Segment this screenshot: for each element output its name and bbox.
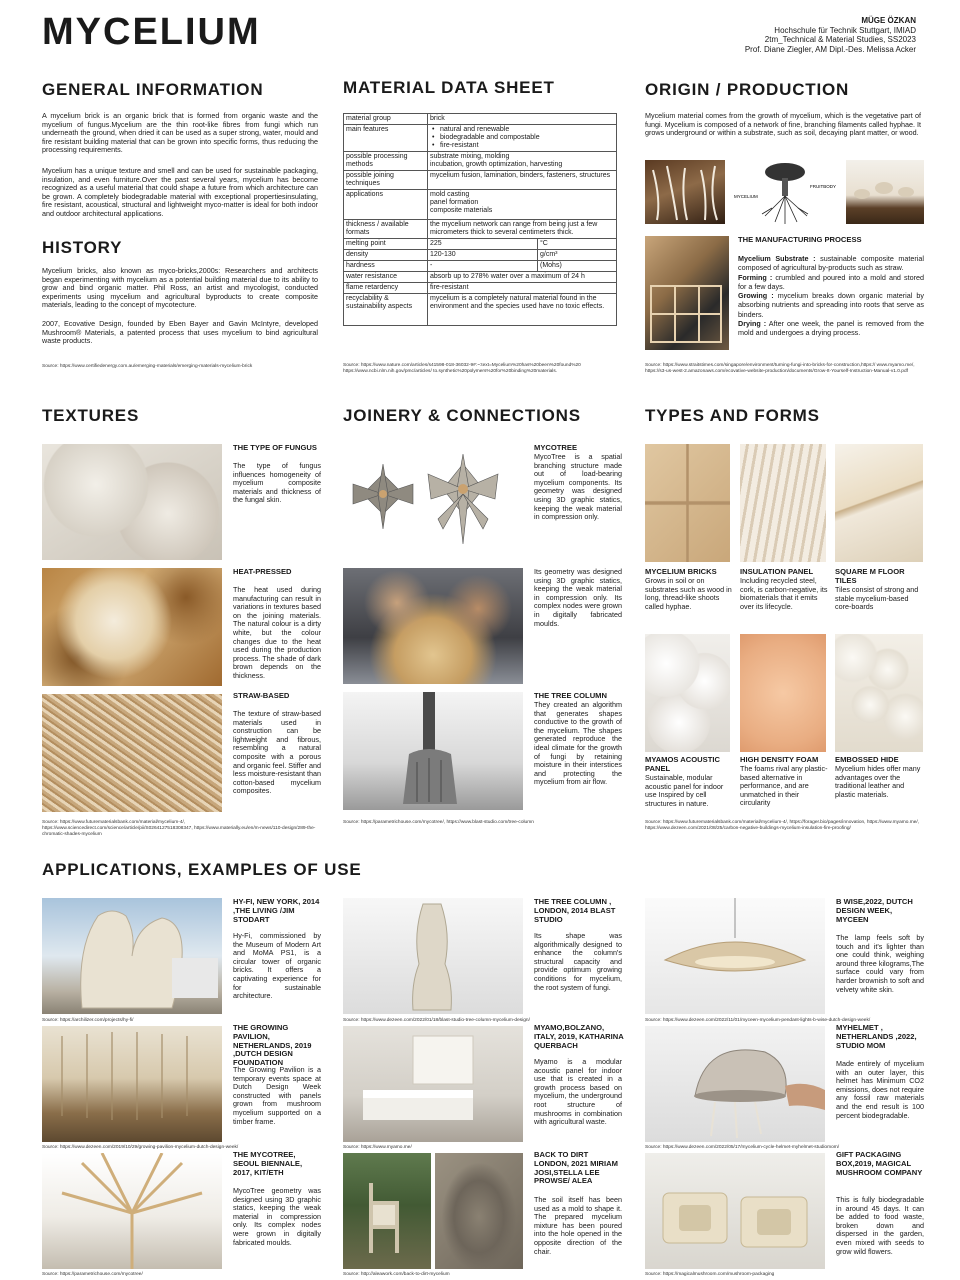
history-source: Source: https://www.certifiedenergy.com.au/emerging-materials/emerging-materials-mycelium-brick [42, 364, 253, 369]
application-title: B WISE,2022, DUTCH DESIGN WEEK, MYCEEN [836, 897, 913, 924]
feature-bullet: • natural and renewable [430, 126, 614, 134]
table-cell-key: thickness / available formats [344, 220, 428, 239]
back-to-dirt-chair-photo [343, 1153, 431, 1269]
table-cell-key: hardness [344, 261, 428, 272]
mushroom-growth-photo [846, 160, 924, 224]
myhelmet-photo [645, 1026, 825, 1142]
application-source: Source: https://archilizer.com/projects/hy-fi/ [42, 1018, 134, 1023]
texture-heat-pressed-photo [42, 568, 222, 686]
type-title: SQUARE M FLOOR TILES [835, 567, 905, 585]
lamp-graphic [645, 898, 825, 1014]
growing-pavilion-photo [42, 1026, 222, 1142]
history-heading: HISTORY [42, 238, 123, 257]
table-cell-key: recyclability & sustainability aspects [344, 294, 428, 326]
myamo-room-photo [343, 1026, 523, 1142]
application-title: GIFT PACKAGING BOX,2019, MAGICAL MUSHROOM COMPANY [836, 1150, 923, 1177]
application-text: MycoTree geometry was designed using 3D graphic statics, keeping the weak material in compression only. Its complex nodes were grown in digitally fabricated moulds. [233, 1186, 321, 1247]
application-title: BACK TO DIRT LONDON, 2021 MIRIAM JOSI,STELLA LEE PROWSE/ ALEA [534, 1150, 618, 1186]
mycelium-bricks-photo [645, 444, 730, 562]
table-row [344, 250, 617, 261]
table-cell-unit: g/cm³ [538, 250, 617, 261]
mycelium-strands-graphic [645, 160, 725, 224]
tree-column-photo [343, 692, 523, 810]
poster-title: MYCELIUM [42, 11, 261, 53]
texture-text: The heat used during manufacturing can result in variations in textures based on the joining materials. The natural colour is a dirty white, but the colour changes due to the heat used during the production process. The shade of dark brown depends on the thickness. [233, 585, 321, 680]
texture-title: THE TYPE OF FUNGUS [233, 443, 317, 452]
joinery-text: MycoTree is a spatial branching structure made out of load-bearing mycelium components. Its geometry was designed using 3D graphic statics, keeping the weak material in compression only. [534, 452, 622, 522]
texture-text: The texture of straw-based materials used in construction can be lightweight and fibrous, resembling a natural composite with a porous and organic feel. Stiffer and less moisture-resistant than cotton-based mycelium composites. [233, 709, 321, 796]
application-source: Source: https://www.dezeen.com/2022/05/17/mycelium-cycle-helmet-myhelmet-studiomom/ [645, 1145, 840, 1150]
process-step: Mycelium Substrate : sustainable composite material composed of agricultural by-products such as straw. [738, 254, 924, 273]
hy-fi-tower-graphic [42, 898, 222, 1014]
application-text: Made entirely of mycelium with an outer layer, this helmet has Minimum CO2 emissions, does not require any fossil raw materials and the end result is 100 percent biodegradable. [836, 1059, 924, 1120]
table-cell-key: water resistance [344, 272, 428, 283]
joinery-text: They created an algorithm that generates shapes conductive to the growth of the mycelium. The shapes generated reproduce the ideal climate for the growth of fungi by retaining moisture in their interstices and protecting the mycelium from air flow. [534, 700, 622, 787]
mycelium-roots-photo [645, 160, 725, 224]
table-row [344, 294, 617, 326]
table-row [344, 190, 617, 220]
feature-bullet: • biodegradable and compostable [430, 134, 614, 142]
application-title: MYHELMET , NETHERLANDS ,2022, STUDIO MOM [836, 1023, 917, 1050]
mold-tray-graphic [645, 236, 729, 350]
application-text: The lamp feels soft by touch and it's lighter than one could think, weighing around three kilograms,The surface could vary from harder brownish to soft and velvety white skin. [836, 933, 924, 994]
application-title: THE MYCOTREE, SEOUL BIENNALE, 2017, KIT/ETH [233, 1150, 303, 1177]
chair-graphic [343, 1153, 431, 1269]
table-cell-value: substrate mixing, molding incubation, growth optimization, harvesting [428, 152, 617, 171]
application-title: THE TREE COLUMN , LONDON, 2014 BLAST STUDIO [534, 897, 616, 924]
table-cell-key: possible processing methods [344, 152, 428, 171]
type-text: Grows in soil or on substrates such as wood in long, thread-like shoots called hyphae. [645, 576, 732, 611]
application-title: HY-FI, NEW YORK, 2014 ,THE LIVING /JIM STODART [233, 897, 320, 924]
application-source: Source: https://www.myamo.me/ [343, 1145, 412, 1150]
general-text-2: Mycelium has a unique texture and smell and can be used for sustainable packaging, insulation, and even furniture.Over the past several years, mycelium has become recognized as a useful material that could shape a future from which architecture can be grown. A completely biodegradable material with exceptional propertiesinsulating, fire resistant, acoustical, structural and lightweight myco-matter is ideal for both indoor and outdoor architectural applications. [42, 166, 318, 218]
author-line: Prof. Diane Ziegler, AM Dipl.-Des. Melissa Acker [744, 44, 916, 54]
application-title: THE GROWING PAVILION, NETHERLANDS, 2019 ,DUTCH DESIGN FOUNDATION [233, 1023, 312, 1068]
type-title: INSULATION PANEL [740, 567, 814, 576]
mycotree-render [343, 444, 523, 554]
table-cell-key: density [344, 250, 428, 261]
author-block [745, 16, 916, 54]
datasheet-heading: MATERIAL DATA SHEET [343, 78, 555, 97]
type-title: MYAMOS ACOUSTIC PANEL [645, 755, 720, 773]
mycelium-diagram [730, 158, 840, 228]
joinery-heading: JOINERY & CONNECTIONS [343, 406, 581, 425]
application-source: Source: http://aleawork.com/back-to-dirt-mycelium [343, 1272, 450, 1277]
table-cell-key: applications [344, 190, 428, 220]
table-cell-key: main features [344, 125, 428, 152]
type-text: The foams rival any plastic-based alternative in performance, and are unmatched in their circularity [740, 764, 828, 808]
table-cell-value: mycelium is a completely natural material found in the environment and the species used have no toxic effects. [428, 294, 617, 326]
table-row [344, 272, 617, 283]
datasheet-source: Source: https://www.nature.com/articles/s41598-018-36032-9#:~:text=Mycelium%20has%20been%20found%20 https://www.ncbi.nlm.nih.gov/pmc/articles/ to.synthetic%20polymers%20for%20binding%20materials. [343, 363, 581, 374]
pavilion-panels-graphic [42, 1026, 222, 1142]
table-cell-value: fire-resistant [428, 283, 617, 294]
tree-column-london-photo [343, 898, 523, 1014]
manufacturing-photo [645, 236, 729, 350]
joinery-source: Source: https://parametrichouse.com/mycotree/, https://www.blast-studio.com/tree-column [343, 820, 534, 825]
table-cell-value [428, 125, 617, 152]
type-title: HIGH DENSITY FOAM [740, 755, 819, 764]
type-text: Mycelium hides offer many advantages over the traditional leather and plastic materials. [835, 764, 921, 799]
table-cell-value: mycelium fusion, lamination, binders, fasteners, structures [428, 171, 617, 190]
helmet-graphic [645, 1026, 825, 1142]
myamo-panel-photo [645, 634, 730, 752]
mushroom-caps-graphic [846, 160, 924, 224]
texture-straw-photo [42, 694, 222, 812]
texture-title: STRAW-BASED [233, 691, 290, 700]
label-fruitbody: FRUITBODY [810, 184, 837, 189]
table-row [344, 220, 617, 239]
type-title: MYCELIUM BRICKS [645, 567, 717, 576]
table-cell-key: material group [344, 114, 428, 125]
tree-column-london-graphic [343, 898, 523, 1014]
origin-text: Mycelium material comes from the growth of mycelium, which is the vegetative part of fungi. Mycelium is composed of a network of fine, branching filaments called hyphae. It grows underground or within a substrate, such as soil, decaying plant matter, or wood. [645, 111, 921, 138]
process-step: Forming : crumbled and poured into a mold and stored for a few days. [738, 272, 924, 291]
table-cell-value: absorb up to 278% water over a maximum of 24 h [428, 272, 617, 283]
table-cell-value: 225 [428, 239, 538, 250]
texture-fungus-photo [42, 444, 222, 560]
table-row [344, 114, 617, 125]
application-source: Source: https://parametrichouse.com/mycotree/ [42, 1272, 143, 1277]
table-cell-unit: (Mohs) [538, 261, 617, 272]
types-heading: TYPES AND FORMS [645, 406, 820, 425]
floor-tiles-photo [835, 444, 923, 562]
author-name: MÜGE ÖZKAN [861, 16, 916, 25]
author-line: 2tm_Technical & Material Studies, SS2023 [764, 35, 916, 44]
application-source: Source: https://www.dezeen.com/2019/10/29/growing-pavilion-mycelium-dutch-design-week/ [42, 1145, 239, 1150]
myamo-room-graphic [343, 1026, 523, 1142]
process-step: Growing : mycelium breaks down organic material by absorbing nutrients and spreading into roots that serve as binders. [738, 291, 924, 319]
application-text: Its shape was algorithmically designed to enhance the column's structural capacity and provide optimum growing conditions for mycelium, the root system of fungi. [534, 931, 622, 992]
tree-column-graphic [343, 692, 523, 810]
packaging-graphic [645, 1153, 825, 1269]
type-text: Sustainable, modular acoustic panel for indoor use Inspired by cell structures in nature. [645, 773, 724, 808]
datasheet-table [343, 113, 617, 326]
texture-title: HEAT-PRESSED [233, 567, 292, 576]
high-density-foam-photo [740, 634, 826, 752]
table-cell-value: brick [428, 114, 617, 125]
table-cell-key: melting point [344, 239, 428, 250]
type-text: Including recycled steel, cork, is carbon-negative, its biomaterials that it emits over its lifecycle. [740, 576, 828, 611]
table-cell-value: the mycelium network can range from being just a few micrometers thick to several centimeters thick. [428, 220, 617, 239]
table-row [344, 239, 617, 250]
mycotree-assembly-photo [343, 568, 523, 684]
history-text-2: 2007, Ecovative Design, founded by Eben Bayer and Gavin McIntyre, developed Mushroom® Materials, a patented process that uses mycelium to bind agricultural waste products. [42, 319, 318, 346]
feature-bullet: • fire-resistant [430, 142, 614, 150]
application-source: Source: https://www.dezeen.com/2022/11/01/myceen-mycelium-pendant-lights-b-wise-dutch-design-week/ [645, 1018, 871, 1023]
application-text: Hy-Fi, commissioned by the Museum of Modern Art and MoMA PS1, is a circular tower of organic bricks. It offers a captivating experience for for sustainable architecture. [233, 931, 321, 1001]
types-source: Source: https://www.futurematerialsbank.com/material/mycelium-4/, https://forager.bio/pages/innovation, https://www.myamo.me/, https://www.dezeen.com/2021/08/25/carbon-negative-buildings-mycelium-insulation-fire-proofing/ [645, 820, 920, 831]
application-source: Source: https://magicalmushroom.com/mushroom-packaging [645, 1272, 775, 1277]
application-title: MYAMO,BOLZANO, ITALY, 2019, KATHARINA QUERBACH [534, 1023, 624, 1050]
insulation-panel-photo [740, 444, 826, 562]
gift-packaging-photo [645, 1153, 825, 1269]
joinery-title: THE TREE COLUMN [534, 691, 607, 700]
mycotree-seoul-graphic [42, 1153, 222, 1269]
table-cell-value: 120-130 [428, 250, 538, 261]
process-title: THE MANUFACTURING PROCESS [738, 235, 862, 244]
author-line: Hochschule für Technik Stuttgart, IMIAD [774, 25, 916, 35]
label-mycelium: MYCELIUM [734, 194, 758, 199]
mycotree-nodes-graphic [343, 444, 523, 554]
table-cell-unit: °C [538, 239, 617, 250]
process-step: Drying : After one week, the panel is removed from the mold and undergoes a drying process. [738, 319, 925, 338]
applications-heading: APPLICATIONS, EXAMPLES OF USE [42, 860, 362, 879]
application-source: Source: https://www.dezeen.com/2022/01/18/blast-studio-tree-column-mycelium-design/ [343, 1018, 530, 1023]
joinery-title: MYCOTREE [534, 443, 578, 452]
origin-source: Source: https://www.straitstimes.com/singapore/environment/turning-fungi-into-bricks-for-construction,https:// www.myamo.me/, https://s3-us-west-2.amazonaws.com/ecovative-website-production/documents/Grow-It-Yourself-Instruction-Manual-v1.0.pdf [645, 363, 915, 374]
table-cell-value: - [428, 261, 538, 272]
textures-source: Source: https://www.futurematerialsbank.com/material/mycelium-4/, https://www.sciencedirect.com/science/article/pii/S0264127518308347, https://www.materially.eu/en/m-news/110-design/289-the-chromatic-shades-mycelium [42, 820, 316, 837]
embossed-hide-photo [835, 634, 923, 752]
joinery-text: Its geometry was designed using 3D graphic statics, keeping the weak material in compression only. Its complex nodes were grown in digitally fabricated moulds. [534, 567, 622, 628]
application-text: The Growing Pavilion is a temporary events space at Dutch Design Week constructed with panels grown from mushroom mycelium supported on a timber frame. [233, 1065, 321, 1126]
table-row [344, 261, 617, 272]
table-row [344, 171, 617, 190]
table-cell-key: flame retardency [344, 283, 428, 294]
general-heading: GENERAL INFORMATION [42, 80, 264, 99]
textures-heading: TEXTURES [42, 406, 140, 425]
table-cell-key: possible joining techniques [344, 171, 428, 190]
hy-fi-photo [42, 898, 222, 1014]
application-text: The soil itself has been used as a mold to shape it. The prepared mycelium mixture has been poured into the hole opened in the opposite direction of the chair. [534, 1195, 622, 1256]
general-text-1: A mycelium brick is an organic brick that is formed from organic waste and the mycelium of fungus.Mycelium are the thin root-like fibres from fungi which run underneath the ground, when dried it can be used as a super strong, water, mould and fire resistant building material that can be grown into specific forms, thus reducing the processing requirements. [42, 111, 318, 155]
table-row [344, 125, 617, 152]
application-text: Myamo is a modular acoustic panel for indoor use that is created in a growth process based on mycelium, the underground root structure of mushrooms in combination with agricultural waste. [534, 1057, 622, 1127]
mushroom-diagram-graphic [730, 158, 840, 228]
table-row [344, 152, 617, 171]
table-row [344, 283, 617, 294]
texture-text: The type of fungus influences homogeneity of mycelium composite materials and thickness of the fungal skin. [233, 461, 321, 505]
history-text-1: Mycelium bricks, also known as myco-bricks,2000s: Researchers and architects began experimenting with mycelium as a potential building material due to its ability to grow and bind organic matter. Phil Ross, an artist and mycologist, conducted experiments using mycelium and agricultural byproducts to create composite materials, leading to the concept of mycotecture. [42, 266, 318, 310]
origin-heading: ORIGIN / PRODUCTION [645, 80, 850, 99]
type-title: EMBOSSED HIDE [835, 755, 899, 764]
table-cell-value: mold casting panel formation composite materials [428, 190, 617, 220]
datasheet-table-wrap [343, 113, 617, 326]
back-to-dirt-mold-photo [435, 1153, 523, 1269]
process-steps [738, 254, 924, 338]
type-text: Tiles consist of strong and stable mycelium-based core-boards [835, 585, 919, 612]
myceen-lamp-photo [645, 898, 825, 1014]
mycotree-seoul-photo [42, 1153, 222, 1269]
application-text: This is fully biodegradable in around 45 days. It can be added to food waste, broken down and dispersed in the garden, even mixed with seeds to grow wild flowers. [836, 1195, 924, 1256]
